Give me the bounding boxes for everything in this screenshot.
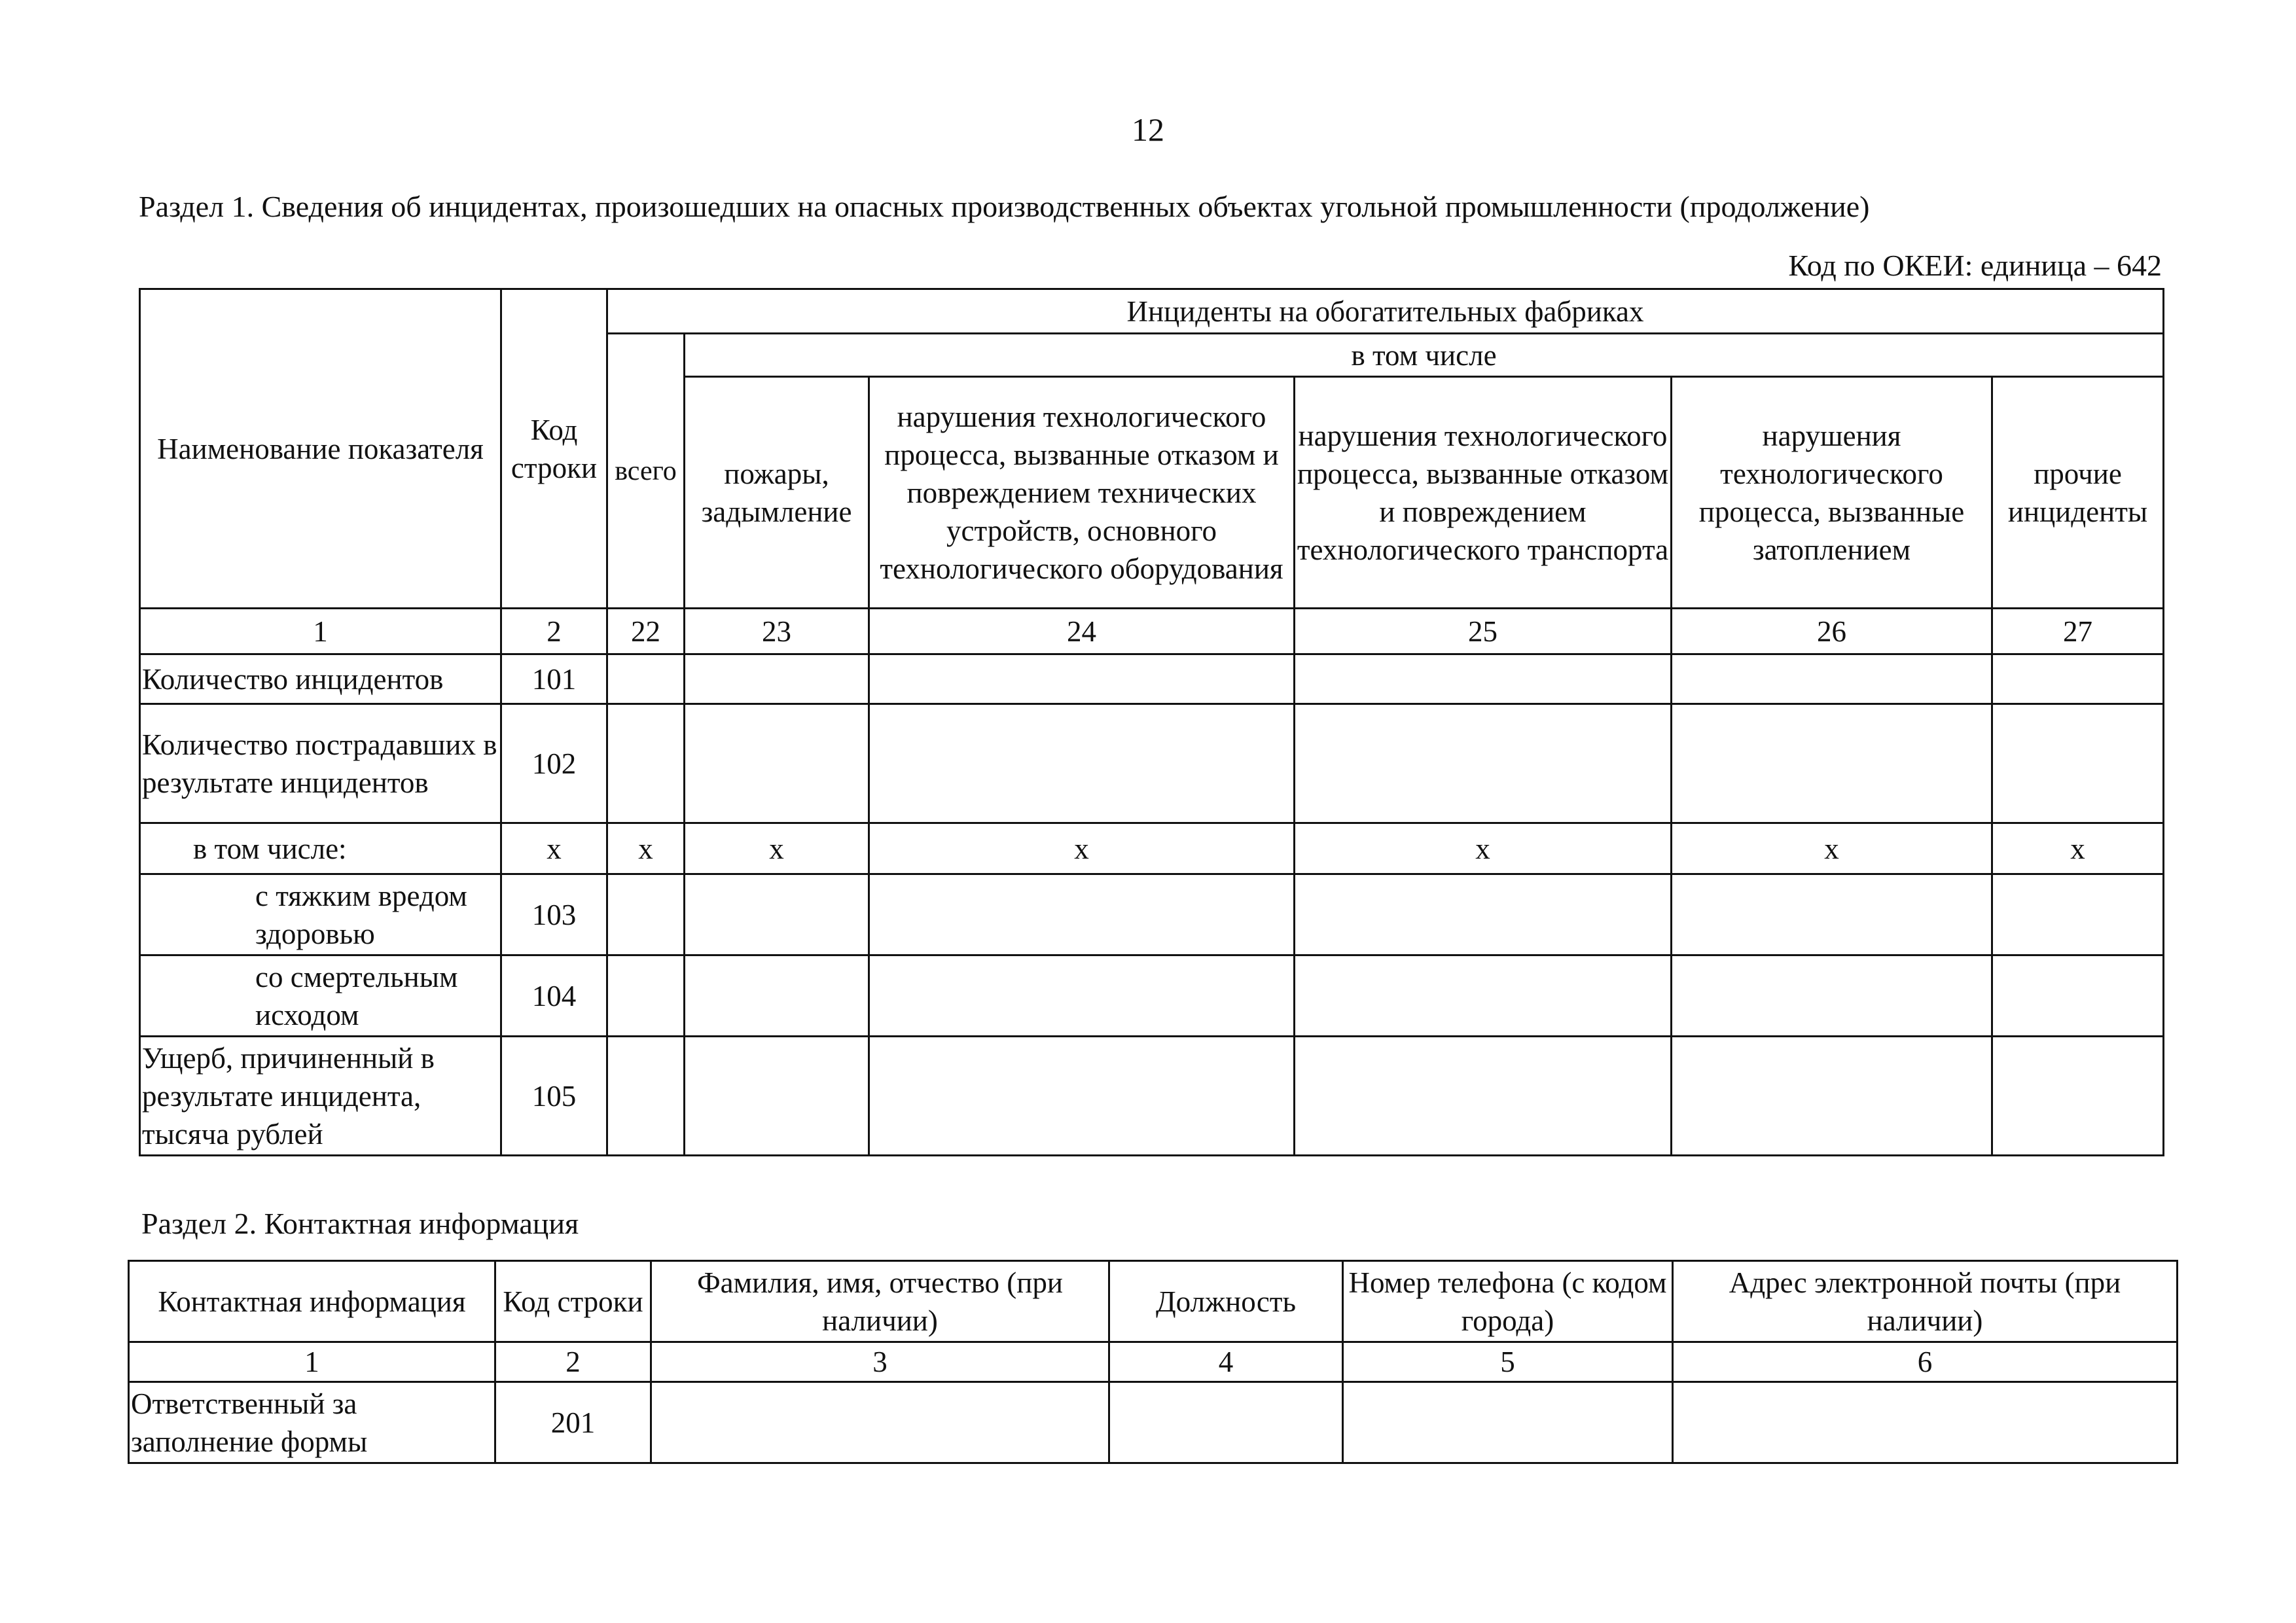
header-total: всего [607, 334, 685, 609]
not-applicable-mark: x [869, 823, 1295, 874]
column-number: 3 [651, 1342, 1109, 1382]
data-cell[interactable] [607, 704, 685, 823]
column-number: 2 [501, 609, 607, 654]
row-code: 105 [501, 1037, 607, 1156]
data-cell[interactable] [1672, 704, 1992, 823]
section-2-title: Раздел 2. Контактная информация [141, 1207, 579, 1240]
not-applicable-mark: x [685, 823, 869, 874]
row-name: в том числе: [140, 823, 501, 874]
data-cell[interactable] [607, 654, 685, 704]
data-cell[interactable] [1992, 874, 2164, 955]
column-number: 1 [129, 1342, 495, 1382]
header-including: в том числе [685, 334, 2164, 377]
header-indicator-name: Наименование показателя [140, 289, 501, 609]
header-row-code: Код строки [495, 1261, 651, 1342]
data-cell[interactable] [869, 1037, 1295, 1156]
data-cell[interactable] [1295, 955, 1672, 1037]
column-number: 22 [607, 609, 685, 654]
data-cell[interactable] [1992, 654, 2164, 704]
column-number: 6 [1673, 1342, 2178, 1382]
data-cell[interactable] [1109, 1382, 1343, 1463]
data-cell[interactable] [1672, 1037, 1992, 1156]
incidents-table [139, 288, 2164, 1156]
header-equipment-failures: нарушения технологического процесса, вызванные отказом и повреждением технических устройств, основного технологического оборудования [869, 377, 1295, 609]
not-applicable-mark: x [501, 823, 607, 874]
column-number: 4 [1109, 1342, 1343, 1382]
table-row [140, 874, 2164, 955]
data-cell[interactable] [651, 1382, 1109, 1463]
data-cell[interactable] [607, 955, 685, 1037]
data-cell[interactable] [685, 704, 869, 823]
row-name: Ответственный за заполнение формы [129, 1382, 495, 1463]
data-cell[interactable] [1343, 1382, 1673, 1463]
data-cell[interactable] [685, 654, 869, 704]
not-applicable-mark: x [1295, 823, 1672, 874]
column-number: 1 [140, 609, 501, 654]
not-applicable-mark: x [1992, 823, 2164, 874]
column-number: 25 [1295, 609, 1672, 654]
data-cell[interactable] [1672, 874, 1992, 955]
page-number: 12 [1132, 111, 1164, 148]
data-cell[interactable] [1992, 1037, 2164, 1156]
table-row [129, 1382, 2178, 1463]
header-fires: пожары, задымление [685, 377, 869, 609]
table-row [140, 955, 2164, 1037]
data-cell[interactable] [1672, 654, 1992, 704]
data-cell[interactable] [1295, 654, 1672, 704]
column-number: 27 [1992, 609, 2164, 654]
row-code: 103 [501, 874, 607, 955]
row-code: 101 [501, 654, 607, 704]
data-cell[interactable] [1295, 704, 1672, 823]
header-position: Должность [1109, 1261, 1343, 1342]
data-cell[interactable] [685, 955, 869, 1037]
row-name: со смертельным исходом [140, 955, 501, 1037]
data-cell[interactable] [1992, 704, 2164, 823]
header-contact-info: Контактная информация [129, 1261, 495, 1342]
header-other: прочие инциденты [1992, 377, 2164, 609]
data-cell[interactable] [607, 874, 685, 955]
table-row [140, 654, 2164, 704]
data-cell[interactable] [685, 1037, 869, 1156]
row-name: Ущерб, причиненный в результате инцидента, тысяча рублей [140, 1037, 501, 1156]
header-group-title: Инциденты на обогатительных фабриках [607, 289, 2164, 334]
not-applicable-mark: x [1672, 823, 1992, 874]
data-cell[interactable] [869, 955, 1295, 1037]
data-cell[interactable] [1673, 1382, 2178, 1463]
data-cell[interactable] [685, 874, 869, 955]
row-code: 102 [501, 704, 607, 823]
data-cell[interactable] [1295, 874, 1672, 955]
header-email: Адрес электронной почты (при наличии) [1673, 1261, 2178, 1342]
column-number: 5 [1343, 1342, 1673, 1382]
column-number: 2 [495, 1342, 651, 1382]
row-code: 201 [495, 1382, 651, 1463]
row-code: 104 [501, 955, 607, 1037]
data-cell[interactable] [1992, 955, 2164, 1037]
table-row [140, 704, 2164, 823]
header-phone: Номер телефона (с кодом города) [1343, 1261, 1673, 1342]
column-number: 23 [685, 609, 869, 654]
column-number: 24 [869, 609, 1295, 654]
not-applicable-mark: x [607, 823, 685, 874]
table-row [140, 823, 2164, 874]
contact-table [128, 1260, 2178, 1464]
table-row [140, 1037, 2164, 1156]
row-name: Количество пострадавших в результате инцидентов [140, 704, 501, 823]
row-name: с тяжким вредом здоровью [140, 874, 501, 955]
okei-code: Код по ОКЕИ: единица – 642 [1788, 249, 2162, 282]
data-cell[interactable] [869, 874, 1295, 955]
header-transport-failures: нарушения технологического процесса, вызванные отказом и повреждением технологического транспорта [1295, 377, 1672, 609]
data-cell[interactable] [869, 704, 1295, 823]
data-cell[interactable] [1672, 955, 1992, 1037]
header-full-name: Фамилия, имя, отчество (при наличии) [651, 1261, 1109, 1342]
data-cell[interactable] [1295, 1037, 1672, 1156]
row-name: Количество инцидентов [140, 654, 501, 704]
section-1-title: Раздел 1. Сведения об инцидентах, произошедших на опасных производственных объектах угольной промышленности (продолжение) [139, 190, 1870, 223]
header-flooding: нарушения технологического процесса, вызванные затоплением [1672, 377, 1992, 609]
header-row-code: Код строки [501, 289, 607, 609]
column-number: 26 [1672, 609, 1992, 654]
data-cell[interactable] [869, 654, 1295, 704]
data-cell[interactable] [607, 1037, 685, 1156]
